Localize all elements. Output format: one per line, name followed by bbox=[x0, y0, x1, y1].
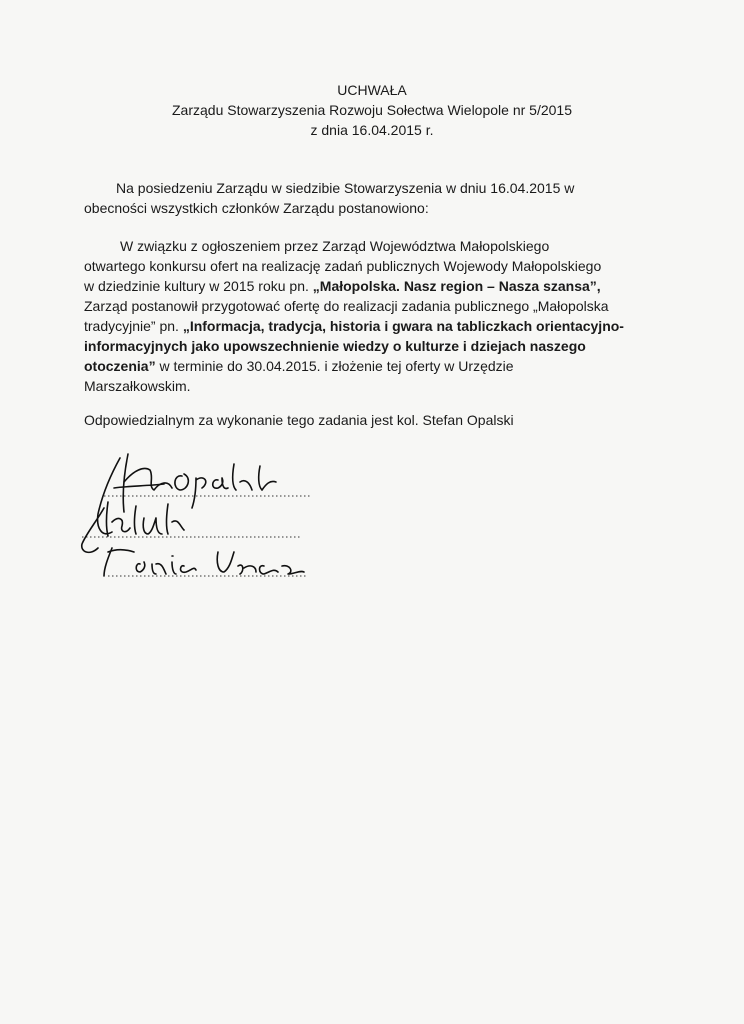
resolution-text: tradycyjnie” pn. bbox=[84, 318, 183, 334]
document-subtitle: Zarządu Stowarzyszenia Rozwoju Sołectwa Wielopole nr 5/2015 bbox=[172, 102, 572, 118]
resolution-line bbox=[84, 336, 644, 356]
signatures-image bbox=[68, 448, 328, 588]
intro-line: Na posiedzeniu Zarządu w siedzibie Stowarzyszenia w dniu 16.04.2015 w bbox=[116, 180, 575, 196]
resolution-line bbox=[84, 356, 644, 376]
resolution-line bbox=[84, 276, 644, 296]
program-name: „Małopolska. Nasz region – Nasza szansa” bbox=[312, 278, 597, 294]
resolution-paragraph bbox=[84, 236, 644, 396]
resolution-line: Zarząd postanowił przygotować ofertę do realizacji zadania publicznego „Małopolska bbox=[84, 298, 609, 314]
resolution-line bbox=[84, 316, 644, 336]
document-header bbox=[0, 80, 744, 140]
task-name: „Informacja, tradycja, historia i gwara na tabliczkach orientacyjno- bbox=[182, 318, 624, 334]
intro-line: obecności wszystkich członków Zarządu postanowiono: bbox=[84, 200, 429, 216]
document-title: UCHWAŁA bbox=[337, 82, 407, 98]
resolution-line: W związku z ogłoszeniem przez Zarząd Województwa Małopolskiego bbox=[120, 238, 550, 254]
resolution-text: w dziedzinie kultury w 2015 roku pn. bbox=[84, 278, 313, 294]
task-name: informacyjnych jako upowszechnienie wiedzy o kulturze i dziejach naszego bbox=[84, 338, 586, 354]
responsible-line: Odpowiedzialnym za wykonanie tego zadania jest kol. Stefan Opalski bbox=[84, 412, 514, 428]
document-date: z dnia 16.04.2015 r. bbox=[310, 122, 434, 138]
signature-2 bbox=[82, 502, 184, 552]
signature-3 bbox=[104, 548, 304, 576]
resolution-text: w terminie do 30.04.2015. i złożenie tej oferty w Urzędzie bbox=[155, 358, 514, 374]
responsible-paragraph bbox=[84, 410, 644, 430]
signature-1 bbox=[98, 454, 276, 534]
resolution-line: otwartego konkursu ofert na realizację zadań publicznych Wojewody Małopolskiego bbox=[84, 258, 602, 274]
signatures-block bbox=[68, 448, 328, 588]
resolution-line: Marszałkowskim. bbox=[84, 378, 191, 394]
task-name: otoczenia” bbox=[84, 358, 156, 374]
intro-paragraph bbox=[84, 178, 624, 218]
punctuation: , bbox=[596, 278, 601, 294]
